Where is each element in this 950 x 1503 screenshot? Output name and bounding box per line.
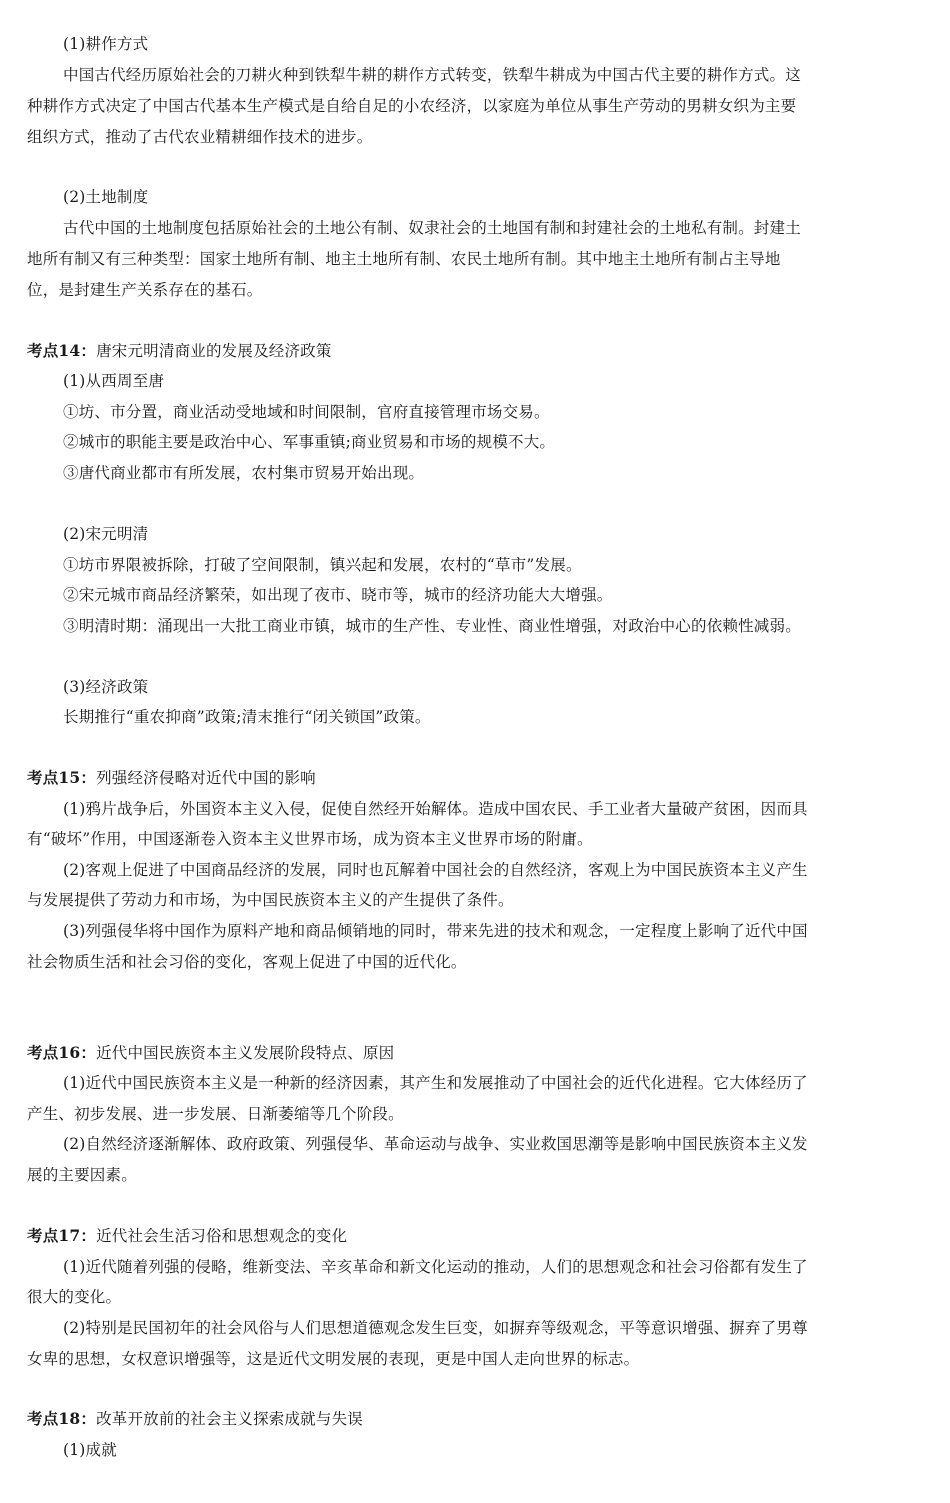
subsection-title: (1)从西周至唐 <box>63 372 165 390</box>
paragraph-line: (1)近代随着列强的侵略，维新变法、辛亥革命和新文化运动的推动，人们的思想观念和社会习俗都有发生了 <box>63 1258 808 1276</box>
section-title: 列强经济侵略对近代中国的影响 <box>96 769 316 787</box>
list-item: ①坊市界限被拆除，打破了空间限制，镇兴起和发展，农村的“草市”发展。 <box>63 556 582 574</box>
section-label: 考点18： <box>27 1409 97 1428</box>
subsection-title: (2)宋元明清 <box>63 525 149 543</box>
paragraph-line: 有“破坏”作用，中国逐渐卷入资本主义世界市场，成为资本主义世界市场的附庸。 <box>27 830 593 848</box>
list-item: ①坊、市分置，商业活动受地域和时间限制，官府直接管理市场交易。 <box>63 403 550 421</box>
section-title: 改革开放前的社会主义探索成就与失误 <box>96 1410 363 1428</box>
section-title: 近代中国民族资本主义发展阶段特点、原因 <box>96 1044 395 1062</box>
paragraph-line: 女卑的思想，女权意识增强等，这是近代文明发展的表现，更是中国人走向世界的标志。 <box>27 1350 640 1368</box>
subsection-title: (2)土地制度 <box>63 188 149 206</box>
paragraph-line: 古代中国的土地制度包括原始社会的土地公有制、奴隶社会的土地国有制和封建社会的土地私有制。封建土 <box>63 219 801 237</box>
paragraph-line: 产生、初步发展、进一步发展、日渐萎缩等几个阶段。 <box>27 1105 404 1123</box>
section-heading <box>27 768 927 788</box>
paragraph-line: 展的主要因素。 <box>27 1166 137 1184</box>
paragraph-line: (1)鸦片战争后，外国资本主义入侵，促使自然经开始解体。造成中国农民、手工业者大量破产贫困，因而具 <box>63 800 808 818</box>
subsection-title: (1)耕作方式 <box>63 35 149 53</box>
section-label: 考点17： <box>27 1226 97 1245</box>
section-label: 考点15： <box>27 768 97 787</box>
list-item: ②宋元城市商品经济繁荣，如出现了夜市、晓市等，城市的经济功能大大增强。 <box>63 586 613 604</box>
paragraph-line: 长期推行“重农抑商”政策;清末推行“闭关锁国”政策。 <box>63 708 431 726</box>
list-item: ③唐代商业都市有所发展，农村集市贸易开始出现。 <box>63 464 425 482</box>
paragraph-line: (3)列强侵华将中国作为原料产地和商品倾销地的同时，带来先进的技术和观念，一定程度上影响了近代中国 <box>63 922 808 940</box>
section-heading <box>27 341 927 361</box>
paragraph-line: (2)客观上促进了中国商品经济的发展，同时也瓦解着中国社会的自然经济，客观上为中国民族资本主义产生 <box>63 861 808 879</box>
list-item: ②城市的职能主要是政治中心、军事重镇;商业贸易和市场的规模不大。 <box>63 433 556 451</box>
paragraph-line: 地所有制又有三种类型：国家土地所有制、地主土地所有制、农民土地所有制。其中地主土地所有制占主导地 <box>27 250 781 268</box>
subsection-title: (1)成就 <box>63 1441 117 1459</box>
paragraph-line: 很大的变化。 <box>27 1288 122 1306</box>
paragraph-line: 与发展提供了劳动力和市场，为中国民族资本主义的产生提供了条件。 <box>27 891 514 909</box>
paragraph-line: (2)特别是民国初年的社会风俗与人们思想道德观念发生巨变，如摒弃等级观念，平等意识增强、摒弃了男尊 <box>63 1319 808 1337</box>
list-item: ③明清时期：涌现出一大批工商业市镇，城市的生产性、专业性、商业性增强，对政治中心的依赖性减弱。 <box>63 617 801 635</box>
subsection-title: (3)经济政策 <box>63 678 149 696</box>
section-title: 近代社会生活习俗和思想观念的变化 <box>96 1227 348 1245</box>
section-label: 考点16： <box>27 1043 97 1062</box>
section-title: 唐宋元明清商业的发展及经济政策 <box>96 342 332 360</box>
paragraph-line: 组织方式，推动了古代农业精耕细作技术的进步。 <box>27 128 373 146</box>
paragraph-line: 种耕作方式决定了中国古代基本生产模式是自给自足的小农经济，以家庭为单位从事生产劳动的男耕女织为主要 <box>27 97 797 115</box>
section-label: 考点14： <box>27 341 97 360</box>
paragraph-line: 位，是封建生产关系存在的基石。 <box>27 281 263 299</box>
paragraph-line: (2)自然经济逐渐解体、政府政策、列强侵华、革命运动与战争、实业救国思潮等是影响中国民族资本主义发 <box>63 1135 808 1153</box>
paragraph-line: 社会物质生活和社会习俗的变化，客观上促进了中国的近代化。 <box>27 953 467 971</box>
section-heading <box>27 1409 927 1429</box>
section-heading <box>27 1226 927 1246</box>
paragraph-line: (1)近代中国民族资本主义是一种新的经济因素，其产生和发展推动了中国社会的近代化进程。它大体经历了 <box>63 1074 808 1092</box>
section-heading <box>27 1043 927 1063</box>
paragraph-line: 中国古代经历原始社会的刀耕火种到铁犁牛耕的耕作方式转变，铁犁牛耕成为中国古代主要的耕作方式。这 <box>63 66 801 84</box>
